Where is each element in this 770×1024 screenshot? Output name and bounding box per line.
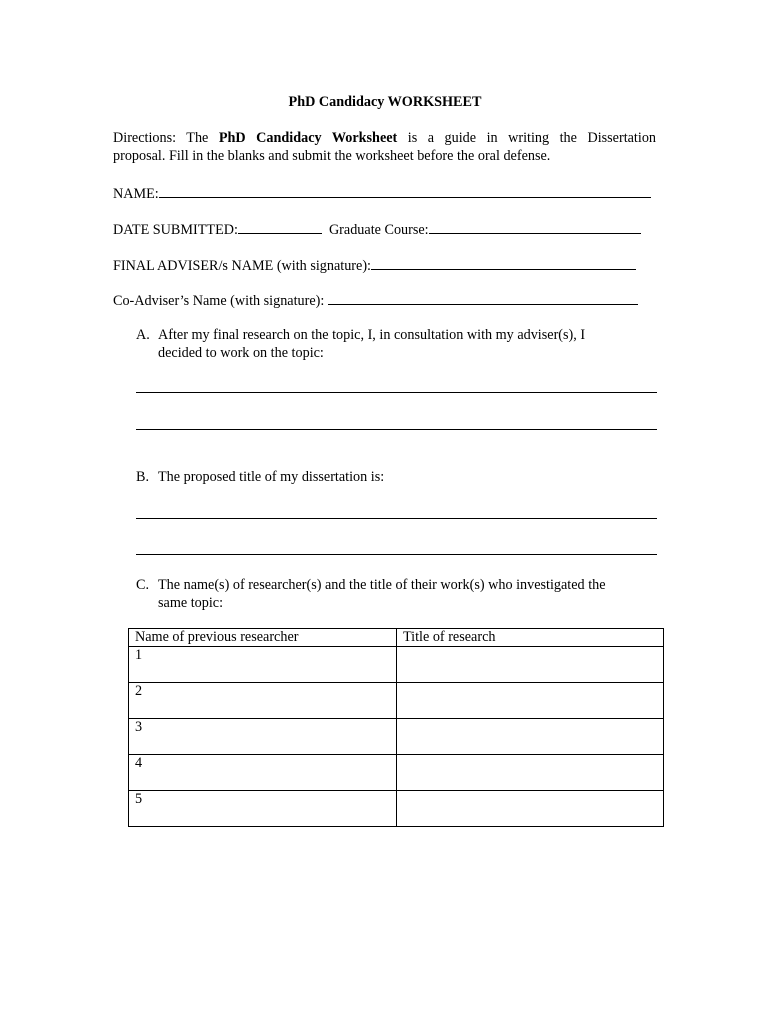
co-adviser-blank[interactable] bbox=[328, 290, 638, 305]
table-row bbox=[129, 683, 664, 719]
table-row bbox=[129, 719, 664, 755]
item-c bbox=[136, 576, 606, 594]
item-b-answer-line-2[interactable] bbox=[136, 554, 657, 555]
research-title-cell[interactable] bbox=[397, 683, 664, 719]
item-b-letter: B. bbox=[136, 469, 150, 485]
co-adviser-row bbox=[113, 290, 638, 310]
header-research-title: Title of research bbox=[397, 629, 664, 647]
row-number-cell[interactable]: 5 bbox=[129, 791, 397, 827]
row-number-cell[interactable]: 2 bbox=[129, 683, 397, 719]
directions-prefix: Directions: The bbox=[113, 130, 219, 146]
item-c-text-line-2: same topic: bbox=[158, 595, 224, 611]
date-course-row bbox=[113, 219, 641, 239]
item-a-answer-line-1[interactable] bbox=[136, 392, 657, 393]
research-title-cell[interactable] bbox=[397, 719, 664, 755]
row-number-cell[interactable]: 4 bbox=[129, 755, 397, 791]
item-a-text-line-2: decided to work on the topic: bbox=[158, 345, 324, 361]
directions-text bbox=[113, 129, 656, 147]
date-submitted-blank[interactable] bbox=[238, 219, 322, 234]
item-b-text: The proposed title of my dissertation is: bbox=[158, 469, 385, 485]
table-row bbox=[129, 755, 664, 791]
header-researcher-name: Name of previous researcher bbox=[129, 629, 397, 647]
item-a-text: After my final research on the topic, I, in consultation with my adviser(s), I bbox=[158, 327, 586, 343]
item-b-answer-line-1[interactable] bbox=[136, 518, 657, 519]
final-adviser-row bbox=[113, 255, 636, 275]
final-adviser-label: FINAL ADVISER/s NAME (with signature): bbox=[113, 258, 371, 274]
name-blank[interactable] bbox=[159, 183, 651, 198]
graduate-course-label: Graduate Course: bbox=[328, 222, 429, 238]
item-c-text: The name(s) of researcher(s) and the title of their work(s) who investigated the bbox=[158, 577, 606, 593]
co-adviser-label: Co-Adviser’s Name (with signature): bbox=[113, 293, 328, 309]
research-title-cell[interactable] bbox=[397, 647, 664, 683]
directions-suffix: is a guide in writing the Dissertation bbox=[397, 130, 657, 146]
directions-line-2: proposal. Fill in the blanks and submit the worksheet before the oral defense. bbox=[113, 148, 551, 164]
table-header-row bbox=[129, 629, 664, 647]
directions-bold-title: PhD Candidacy Worksheet bbox=[218, 130, 398, 146]
name-field-row bbox=[113, 183, 651, 203]
table-row bbox=[129, 791, 664, 827]
research-title-cell[interactable] bbox=[397, 755, 664, 791]
item-a bbox=[136, 326, 585, 344]
item-b bbox=[136, 468, 384, 486]
final-adviser-blank[interactable] bbox=[371, 255, 636, 270]
research-title-cell[interactable] bbox=[397, 791, 664, 827]
date-submitted-label: DATE SUBMITTED: bbox=[113, 222, 238, 238]
item-c-letter: C. bbox=[136, 577, 150, 593]
graduate-course-blank[interactable] bbox=[429, 219, 641, 234]
researcher-table bbox=[128, 628, 664, 827]
row-number-cell[interactable]: 1 bbox=[129, 647, 397, 683]
item-a-answer-line-2[interactable] bbox=[136, 429, 657, 430]
row-number-cell[interactable]: 3 bbox=[129, 719, 397, 755]
item-a-letter: A. bbox=[136, 327, 150, 343]
name-label: NAME: bbox=[113, 186, 159, 202]
table-row bbox=[129, 647, 664, 683]
page-title: PhD Candidacy WORKSHEET bbox=[288, 94, 482, 110]
